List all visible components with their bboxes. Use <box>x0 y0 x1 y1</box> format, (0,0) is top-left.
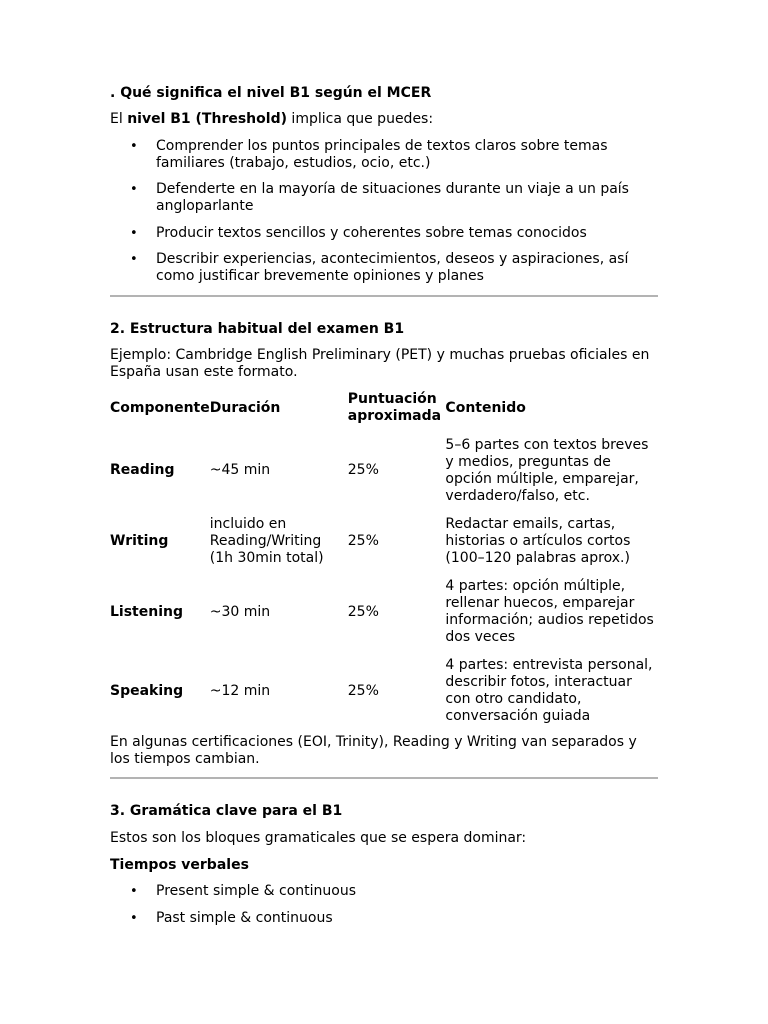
section-divider <box>110 777 658 779</box>
cell-component: Listening <box>110 603 183 620</box>
bullet-icon: • <box>130 884 138 899</box>
bullet-icon: • <box>130 139 138 154</box>
section-2-heading: 2. Estructura habitual del examen B1 <box>110 321 405 337</box>
cell-component: Writing <box>110 533 169 549</box>
cell-score: 25% <box>347 462 379 478</box>
section-1-heading: . Qué significa el nivel B1 según el MCER <box>110 85 432 101</box>
list-item-text: Describir experiencias, acontecimientos, deseos y aspiraciones, así como justificar brevemente opiniones y planes <box>156 251 629 284</box>
list-item <box>110 910 658 927</box>
section-2-note: En algunas certificaciones (EOI, Trinity), Reading y Writing van separados y los tiempos cambian. <box>110 734 637 767</box>
header-contenido: Contenido <box>445 399 526 416</box>
cell-duration: incluido en Reading/Writing (1h 30min total) <box>209 516 324 566</box>
bullet-icon: • <box>130 911 138 926</box>
exam-structure-table <box>110 390 658 726</box>
cell-duration: ~30 min <box>209 603 271 620</box>
bullet-icon: • <box>130 252 138 267</box>
section-3-heading: 3. Gramática clave para el B1 <box>110 803 343 819</box>
list-item-text: Producir textos sencillos y coherentes sobre temas conocidos <box>156 225 587 241</box>
cell-content: 4 partes: opción múltiple, rellenar huecos, emparejar información; audios repetidos dos veces <box>445 578 654 645</box>
header-componente: Componente <box>110 399 210 416</box>
cell-duration: ~45 min <box>209 462 271 478</box>
header-duracion: Duración <box>209 399 281 416</box>
cell-duration: ~12 min <box>209 682 271 699</box>
section-2-intro: Ejemplo: Cambridge English Preliminary (PET) y muchas pruebas oficiales en España usan este formato. <box>110 347 650 380</box>
section-1-intro <box>110 111 658 128</box>
cell-content: 4 partes: entrevista personal, describir fotos, interactuar con otro candidato, conversación guiada <box>445 657 653 724</box>
cell-score: 25% <box>347 682 379 699</box>
section-divider <box>110 295 658 297</box>
list-item-text: Present simple & continuous <box>156 883 356 899</box>
cell-content: 5–6 partes con textos breves y medios, preguntas de opción múltiple, emparejar, verdadero/falso, etc. <box>445 436 649 504</box>
section-3-subheading: Tiempos verbales <box>110 857 249 873</box>
bullet-icon: • <box>130 226 138 241</box>
list-item <box>110 883 658 900</box>
table-row <box>110 656 658 726</box>
list-item <box>110 138 658 172</box>
section-3-intro: Estos son los bloques gramaticales que se espera dominar: <box>110 830 527 846</box>
table-row <box>110 426 658 515</box>
intro-pre: El <box>110 111 128 127</box>
table-header-row <box>110 390 658 426</box>
cell-component: Reading <box>110 462 175 478</box>
list-item-text: Comprender los puntos principales de textos claros sobre temas familiares (trabajo, estudios, ocio, etc.) <box>156 138 608 171</box>
intro-bold: nivel B1 (Threshold) <box>127 111 287 127</box>
list-item-text: Past simple & continuous <box>156 910 333 926</box>
cell-score: 25% <box>347 603 379 620</box>
cell-content: Redactar emails, cartas, historias o artículos cortos (100–120 palabras aprox.) <box>445 516 631 566</box>
cell-component: Speaking <box>110 682 184 699</box>
list-item <box>110 251 658 285</box>
list-item-text: Defenderte en la mayoría de situaciones durante un viaje a un país angloparlante <box>156 181 629 214</box>
table-row <box>110 568 658 656</box>
table-row <box>110 515 658 568</box>
header-puntuacion: Puntuación aproximada <box>347 391 442 424</box>
list-item <box>110 181 658 215</box>
cell-score: 25% <box>347 533 379 549</box>
intro-post: implica que puedes: <box>286 111 434 127</box>
bullet-icon: • <box>130 182 138 197</box>
list-item <box>110 225 658 242</box>
